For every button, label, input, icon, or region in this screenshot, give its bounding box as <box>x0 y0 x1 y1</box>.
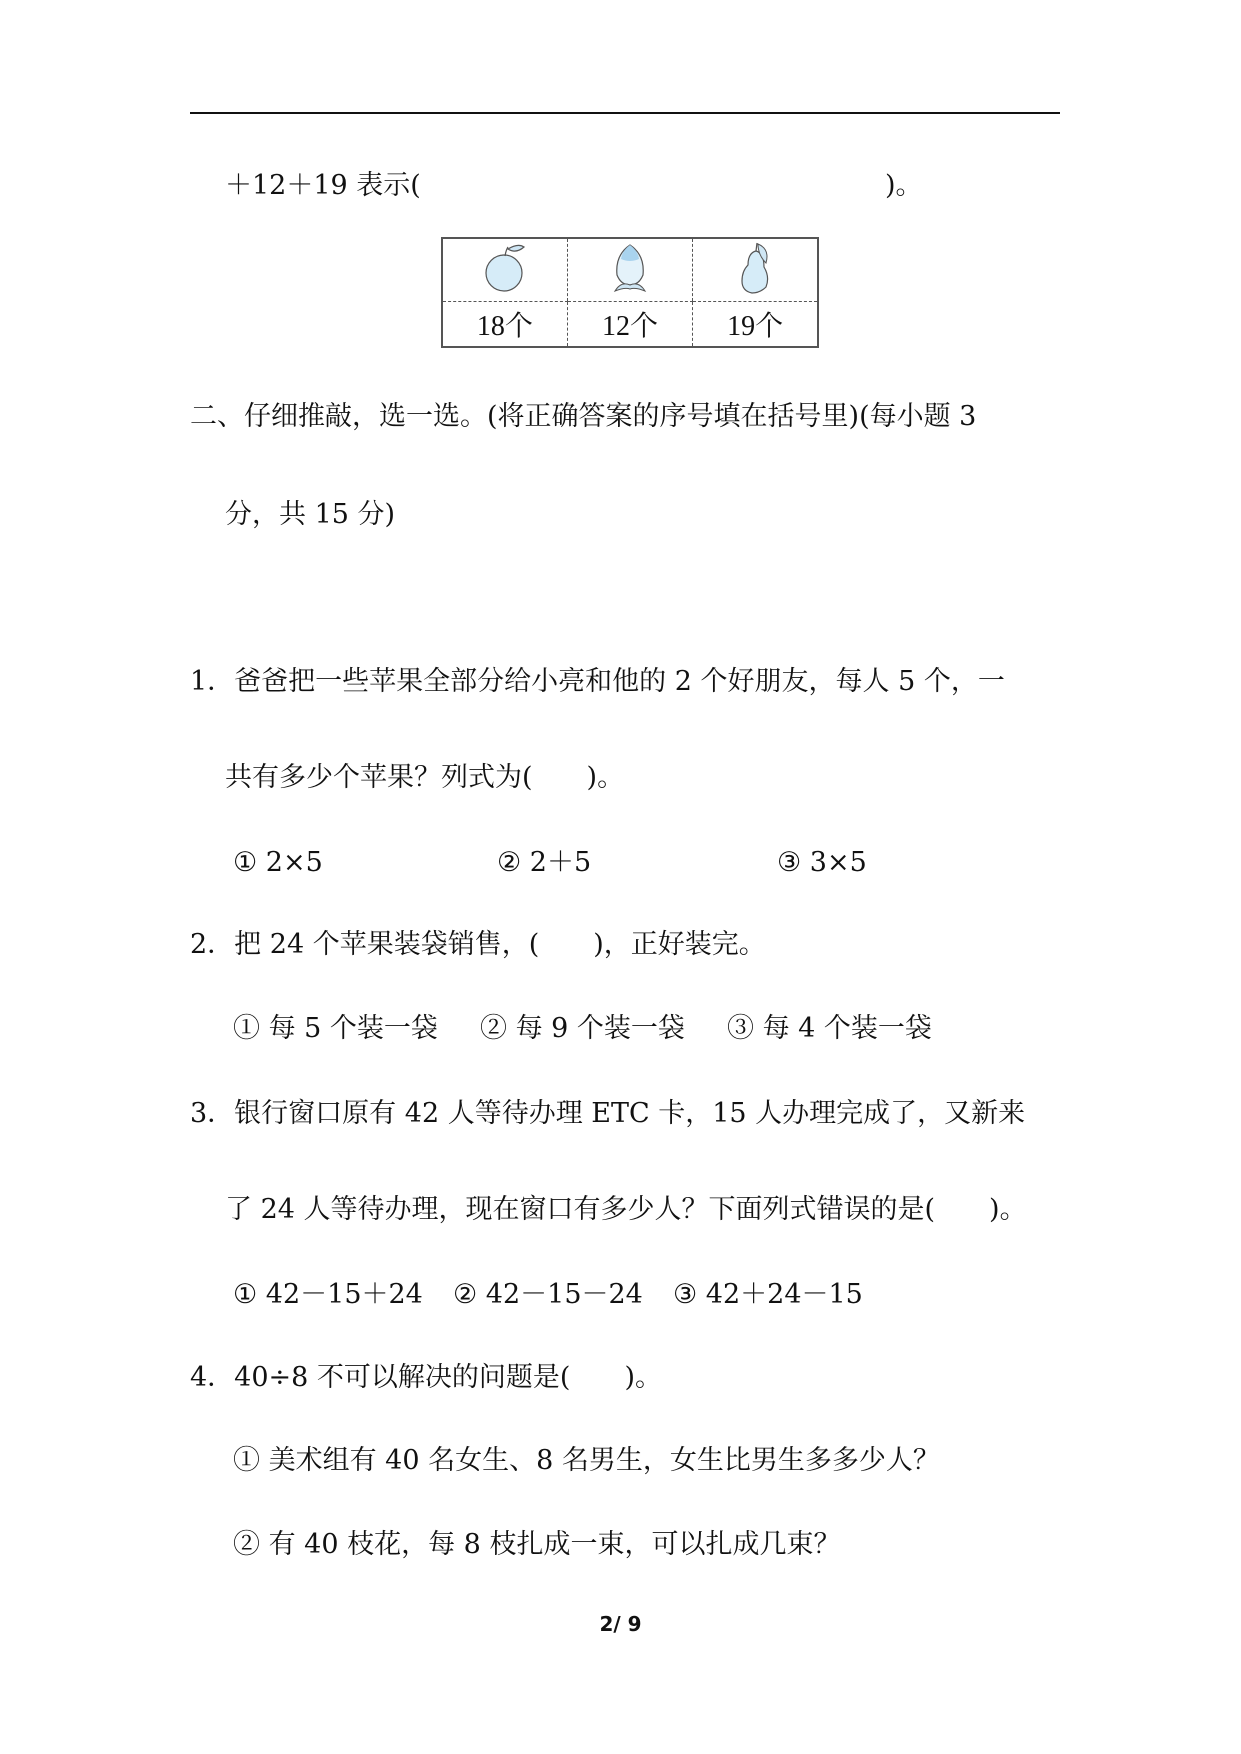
question-3-cont: 了 24 人等待办理，现在窗口有多少人？下面列式错误的是( )。 <box>225 1194 1027 1225</box>
header-rule <box>190 112 1060 114</box>
fruit-count: 18个 <box>476 311 533 342</box>
pear-icon <box>730 241 780 295</box>
top-continuation: ＋12＋19 表示( <box>225 170 421 201</box>
q4-option-1: ① 美术组有 40 名女生、8 名男生，女生比男生多多少人？ <box>233 1445 940 1476</box>
answer-blank-close: )。 <box>885 170 923 201</box>
question-3: 3．银行窗口原有 42 人等待办理 ETC 卡，15 人办理完成了，又新来 <box>190 1098 1026 1129</box>
q3-option-3: ③ 42＋24－15 <box>673 1279 863 1310</box>
fruit-table <box>441 237 819 348</box>
fruit-cell <box>442 238 567 302</box>
peach-icon <box>605 241 655 295</box>
q3-option-2: ② 42－15－24 <box>453 1279 643 1310</box>
question-4: 4．40÷8 不可以解决的问题是( )。 <box>190 1362 662 1393</box>
fruit-count: 12个 <box>567 302 692 348</box>
q1-option-2: ② 2＋5 <box>497 847 592 878</box>
question-1-cont: 共有多少个苹果？列式为( )。 <box>225 762 625 793</box>
section-heading: 二、仔细推敲，选一选。(将正确答案的序号填在括号里)(每小题 3 <box>190 401 977 432</box>
page-number: 2/ 9 <box>599 1612 642 1636</box>
section-heading-cont: 分，共 15 分) <box>225 499 396 530</box>
fruit-cell <box>693 238 818 302</box>
q2-option-1: ① 每 5 个装一袋 <box>233 1013 438 1044</box>
apple-icon <box>480 241 530 295</box>
question-1: 1．爸爸把一些苹果全部分给小亮和他的 2 个好朋友，每人 5 个，一 <box>190 666 1005 697</box>
q3-option-1: ① 42－15＋24 <box>233 1279 423 1310</box>
q2-option-3: ③ 每 4 个装一袋 <box>727 1013 932 1044</box>
q4-option-2: ② 有 40 枝花，每 8 枝扎成一束，可以扎成几束？ <box>233 1529 841 1560</box>
q1-option-1: ① 2×5 <box>233 847 323 878</box>
q2-option-2: ② 每 9 个装一袋 <box>480 1013 685 1044</box>
fruit-count: 19个 <box>693 302 818 348</box>
question-2: 2．把 24 个苹果装袋销售，( )，正好装完。 <box>190 929 766 960</box>
q1-option-3: ③ 3×5 <box>777 847 867 878</box>
fruit-cell <box>567 238 692 302</box>
